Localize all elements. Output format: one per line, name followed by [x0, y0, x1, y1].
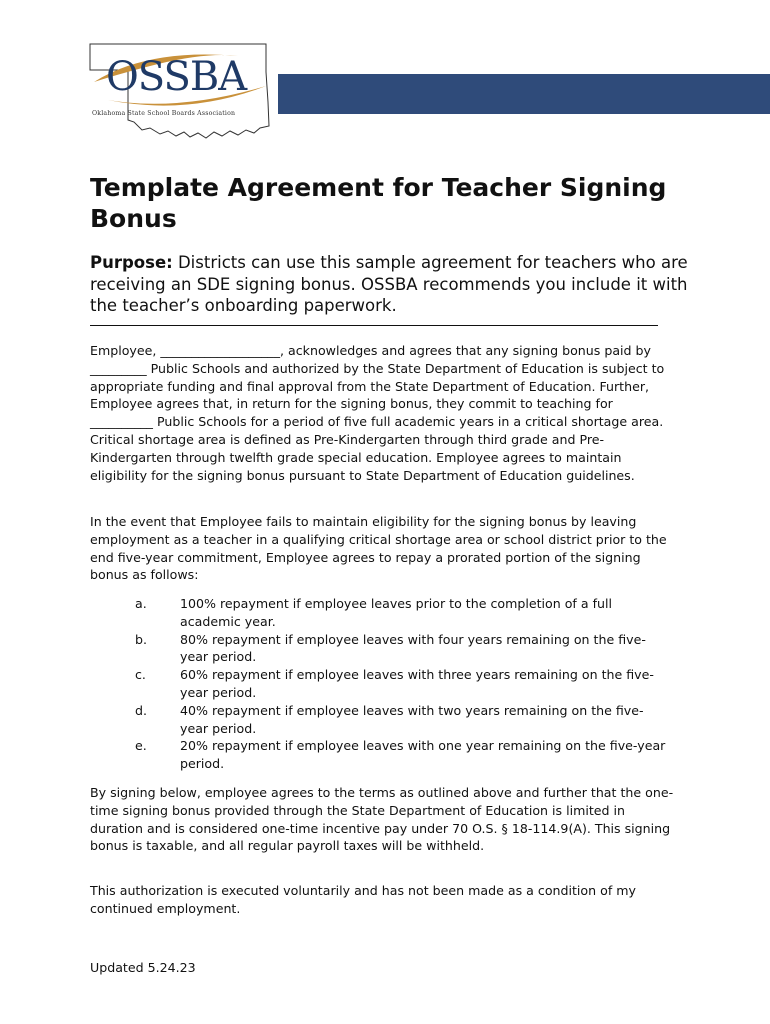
list-item-text: 80% repayment if employee leaves with four years remaining on the five-year period.	[180, 631, 646, 665]
list-marker: d.	[135, 702, 147, 718]
ossba-logo	[88, 42, 270, 146]
list-item	[90, 631, 680, 667]
purpose-label: Purpose:	[90, 253, 173, 272]
logo-subtitle: Oklahoma State School Boards Association	[92, 110, 236, 117]
list-item-text: 40% repayment if employee leaves with two years remaining on the five-year period.	[180, 702, 644, 736]
paragraph-signing-terms: By signing below, employee agrees to the terms as outlined above and further that the one-time signing bonus provided through the State Department of Education is limited in duration and is considered one-time incentive pay under 70 O.S. § 18-114.9(A). This signing bonus is taxable, and all regular payroll taxes will be withheld.	[90, 785, 674, 854]
list-marker: b.	[135, 631, 147, 647]
document-title: Template Agreement for Teacher Signing Bonus	[90, 173, 667, 233]
logo-wordmark: OSSBA	[106, 54, 247, 100]
list-item	[90, 702, 680, 738]
repayment-list	[90, 595, 680, 773]
header-banner	[278, 74, 770, 114]
list-item-text: 20% repayment if employee leaves with one year remaining on the five-year period.	[180, 738, 666, 772]
list-marker: a.	[135, 596, 147, 611]
list-item	[90, 666, 680, 702]
paragraph-authorization: This authorization is executed voluntarily and has not been made as a condition of my continued employment.	[90, 883, 636, 916]
purpose-statement	[90, 252, 690, 317]
paragraph-repayment-intro: In the event that Employee fails to maintain eligibility for the signing bonus by leaving employment as a teacher in a qualifying critical shortage area or school district prior to the end five-year commitment, Employee agrees to repay a prorated portion of the signing bonus as follows:	[90, 514, 667, 583]
purpose-text: Districts can use this sample agreement for teachers who are receiving an SDE signing bonus. OSSBA recommends you include it with the teacher’s onboarding paperwork.	[90, 253, 688, 315]
paragraph-agreement: Employee, ___________________, acknowledges and agrees that any signing bonus paid by _________ Public Schools and authorized by the State Department of Education is subject to appropriate funding and final approval from the State Department of Education. Further, Employee agrees that, in return for the signing bonus, they commit to teaching for __________ Public Schools for a period of five full academic years in a critical shortage area. Critical shortage area is defined as Pre-Kindergarten through third grade and Pre-Kindergarten through twelfth grade special education. Employee agrees to maintain eligibility for the signing bonus pursuant to State Department of Education guidelines.	[90, 343, 665, 483]
list-item	[90, 737, 680, 773]
divider	[90, 325, 658, 326]
list-marker: c.	[135, 667, 146, 683]
list-marker: e.	[135, 738, 147, 754]
list-item	[90, 595, 680, 631]
list-item-text: 60% repayment if employee leaves with three years remaining on the five-year period.	[180, 667, 654, 700]
updated-date: Updated 5.24.23	[90, 960, 196, 975]
list-item-text: 100% repayment if employee leaves prior to the completion of a full academic year.	[180, 596, 613, 629]
